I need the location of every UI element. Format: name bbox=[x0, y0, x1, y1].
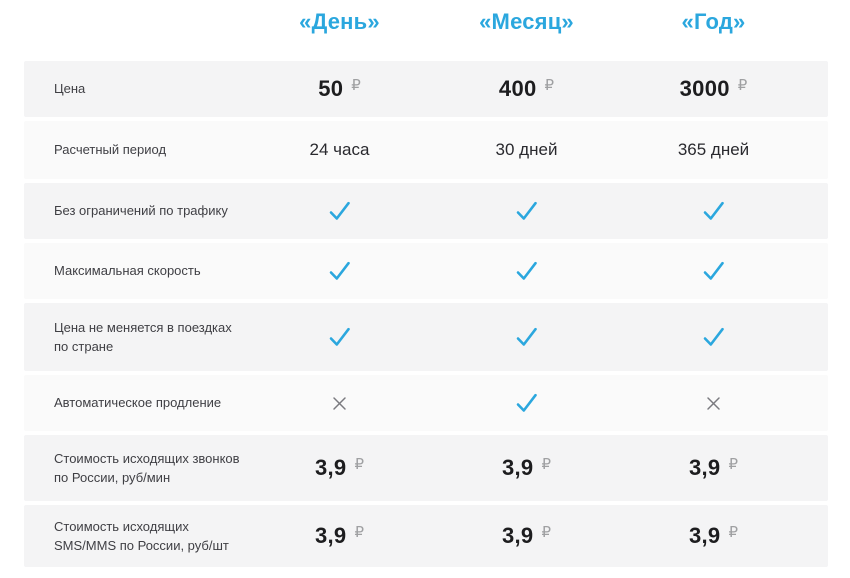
price-cell bbox=[246, 455, 433, 481]
ruble-sign: ₽ bbox=[728, 455, 739, 473]
ruble-sign: ₽ bbox=[544, 76, 555, 94]
table-row bbox=[24, 375, 828, 431]
price-amount: 50 bbox=[318, 76, 344, 101]
bool-cell bbox=[620, 260, 807, 282]
row-label: Стоимость исходящих звонков по России, руб/мин bbox=[54, 450, 240, 485]
price-cell bbox=[620, 76, 807, 102]
bool-cell bbox=[433, 260, 620, 282]
bool-cell bbox=[620, 395, 807, 412]
bool-cell bbox=[433, 392, 620, 414]
table-row bbox=[24, 183, 828, 239]
cross-icon bbox=[331, 395, 348, 412]
check-icon bbox=[328, 200, 351, 222]
row-label: Расчетный период bbox=[54, 142, 167, 158]
column-header-month: «Месяц» bbox=[479, 9, 574, 34]
check-icon bbox=[328, 326, 351, 348]
table-header bbox=[24, 0, 828, 57]
table-row bbox=[24, 303, 828, 371]
bool-cell bbox=[433, 326, 620, 348]
check-icon bbox=[702, 326, 725, 348]
ruble-sign: ₽ bbox=[351, 76, 361, 94]
check-icon bbox=[702, 260, 725, 282]
row-label: Без ограничений по трафику bbox=[54, 203, 228, 219]
check-icon bbox=[515, 392, 538, 414]
table-row bbox=[24, 505, 828, 567]
text-cell: 365 дней bbox=[677, 140, 750, 159]
price-amount: 3,9 bbox=[314, 523, 347, 548]
bool-cell bbox=[246, 200, 433, 222]
table-row bbox=[24, 61, 828, 117]
tariff-comparison-table bbox=[24, 0, 828, 567]
price-amount: 3,9 bbox=[688, 455, 721, 480]
ruble-sign: ₽ bbox=[354, 455, 365, 473]
check-icon bbox=[328, 260, 351, 282]
bool-cell bbox=[620, 326, 807, 348]
ruble-sign: ₽ bbox=[354, 523, 365, 541]
bool-cell bbox=[246, 260, 433, 282]
bool-cell bbox=[246, 395, 433, 412]
column-header-year: «Год» bbox=[681, 9, 746, 34]
row-label: Автоматическое продление bbox=[54, 395, 222, 411]
table-row bbox=[24, 121, 828, 179]
price-amount: 400 bbox=[498, 76, 537, 101]
price-amount: 3,9 bbox=[501, 523, 534, 548]
row-label: Цена не меняется в поездках по стране bbox=[54, 319, 232, 354]
table-row bbox=[24, 435, 828, 501]
check-icon bbox=[515, 326, 538, 348]
price-cell bbox=[433, 76, 620, 102]
bool-cell bbox=[433, 200, 620, 222]
price-amount: 3000 bbox=[679, 76, 730, 101]
price-cell bbox=[433, 455, 620, 481]
check-icon bbox=[515, 260, 538, 282]
row-label: Стоимость исходящих SMS/MMS по России, руб/шт bbox=[54, 518, 229, 553]
bool-cell bbox=[620, 200, 807, 222]
bool-cell bbox=[246, 326, 433, 348]
price-amount: 3,9 bbox=[314, 455, 347, 480]
ruble-sign: ₽ bbox=[541, 523, 552, 541]
check-icon bbox=[515, 200, 538, 222]
text-cell: 30 дней bbox=[495, 140, 558, 159]
check-icon bbox=[702, 200, 725, 222]
price-cell bbox=[246, 76, 433, 102]
ruble-sign: ₽ bbox=[737, 76, 748, 94]
column-header-day: «День» bbox=[299, 9, 380, 34]
price-cell bbox=[620, 455, 807, 481]
price-amount: 3,9 bbox=[688, 523, 721, 548]
ruble-sign: ₽ bbox=[541, 455, 552, 473]
row-label: Цена bbox=[54, 81, 86, 97]
row-label: Максимальная скорость bbox=[54, 263, 201, 279]
table-row bbox=[24, 243, 828, 299]
price-cell bbox=[433, 523, 620, 549]
price-amount: 3,9 bbox=[501, 455, 534, 480]
cross-icon bbox=[705, 395, 722, 412]
table-body bbox=[24, 61, 828, 567]
price-cell bbox=[246, 523, 433, 549]
price-cell bbox=[620, 523, 807, 549]
text-cell: 24 часа bbox=[309, 140, 370, 159]
ruble-sign: ₽ bbox=[728, 523, 739, 541]
